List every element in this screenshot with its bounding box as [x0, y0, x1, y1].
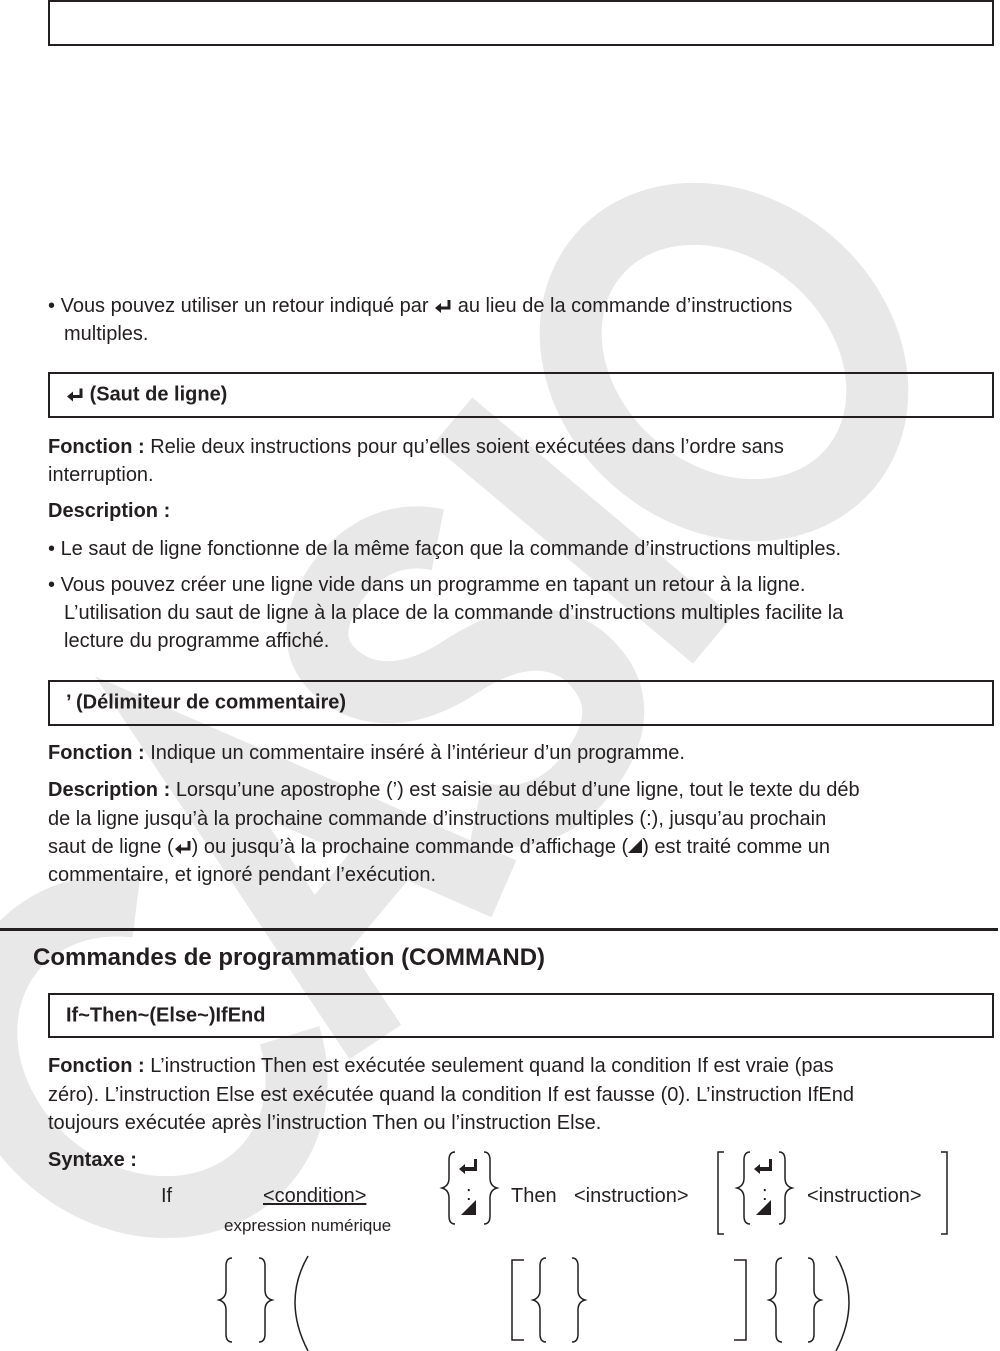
saut-bullet-2: • Vous pouvez créer une ligne vide dans un programme en tapant un retour à la ligne.	[48, 574, 806, 596]
intro-bullet-text: • Vous pouvez utiliser un retour indiqué par au lieu de la commande d’instructions	[48, 295, 793, 317]
right-brace	[572, 1258, 585, 1342]
syntax-expression-note: expression numérique	[224, 1216, 392, 1235]
right-brace	[484, 1152, 497, 1224]
comment-desc-line4: commentaire, et ignoré pendant l’exécution.	[48, 864, 437, 886]
saut-bullet-1: • Le saut de ligne fonctionne de la même façon que la commande d’instructions multiples.	[48, 538, 842, 560]
ifthen-fonction: Fonction : L’instruction Then est exécutée seulement quand la condition If est vraie (pas	[48, 1055, 834, 1077]
syntax-then: Then	[511, 1185, 557, 1207]
comment-desc-line2: de la ligne jusqu’à la prochaine commande d’instructions multiples (:), jusqu’au prochain	[48, 808, 827, 830]
right-bracket	[734, 1260, 746, 1340]
section-heading: Commandes de programmation (COMMAND)	[33, 944, 546, 971]
display-triangle-icon	[756, 1200, 771, 1215]
syntax-colon-2: :	[762, 1183, 768, 1205]
right-brace	[808, 1258, 821, 1342]
right-brace	[779, 1152, 792, 1224]
saut-fonction: Fonction : Relie deux instructions pour qu’elles soient exécutées dans l’ordre sans	[48, 436, 784, 458]
left-brace	[442, 1152, 455, 1224]
comment-description: Description : Lorsqu’une apostrophe (’) est saisie au début d’une ligne, tout le texte du déb	[48, 779, 860, 801]
syntax-label: Syntaxe :	[48, 1149, 137, 1171]
saut-bullet-2-cont2: lecture du programme affiché.	[64, 630, 330, 652]
comment-desc-line3: saut de ligne ( ) ou jusqu’à la prochaine commande d’affichage ( ) est traité comme un	[48, 836, 831, 858]
comment-delimiter-header: ’ (Délimiteur de commentaire)	[48, 680, 994, 726]
syntax-if: If	[161, 1185, 173, 1207]
left-brace	[533, 1258, 546, 1342]
ifthen-fonction-line2: zéro). L’instruction Else est exécutée quand la condition If est fausse (0). L’instruction IfEnd	[48, 1084, 855, 1106]
syntax-instruction-1: <instruction>	[574, 1185, 689, 1207]
saut-description-label: Description :	[48, 500, 171, 522]
right-brace	[259, 1258, 272, 1342]
left-brace	[219, 1258, 232, 1342]
intro-line2: multiples.	[64, 323, 149, 345]
ifthen-header: If~Then~(Else~)IfEnd	[48, 993, 994, 1038]
syntax-instruction-2: <instruction>	[807, 1185, 922, 1207]
left-bracket	[718, 1152, 724, 1234]
comment-fonction: Fonction : Indique un commentaire inséré à l’intérieur d’un programme.	[48, 742, 685, 764]
left-paren	[295, 1256, 308, 1351]
saut-bullet-2-cont: L’utilisation du saut de ligne à la place de la commande d’instructions multiples facilite la	[64, 602, 844, 624]
display-triangle-icon	[461, 1200, 476, 1215]
left-brace	[769, 1258, 782, 1342]
ifthen-fonction-line3: toujours exécutée après l’instruction Then ou l’instruction Else.	[48, 1112, 602, 1134]
saut-fonction-cont: interruption.	[48, 464, 154, 486]
left-bracket	[512, 1260, 524, 1340]
left-brace	[737, 1152, 750, 1224]
return-icon	[754, 1159, 772, 1174]
return-icon	[459, 1159, 477, 1174]
section-title: (Saut de ligne)	[89, 383, 228, 406]
right-paren	[836, 1256, 849, 1351]
syntax-condition: <condition>	[263, 1185, 367, 1207]
right-bracket	[941, 1152, 947, 1234]
syntax-colon-1: :	[466, 1183, 472, 1205]
